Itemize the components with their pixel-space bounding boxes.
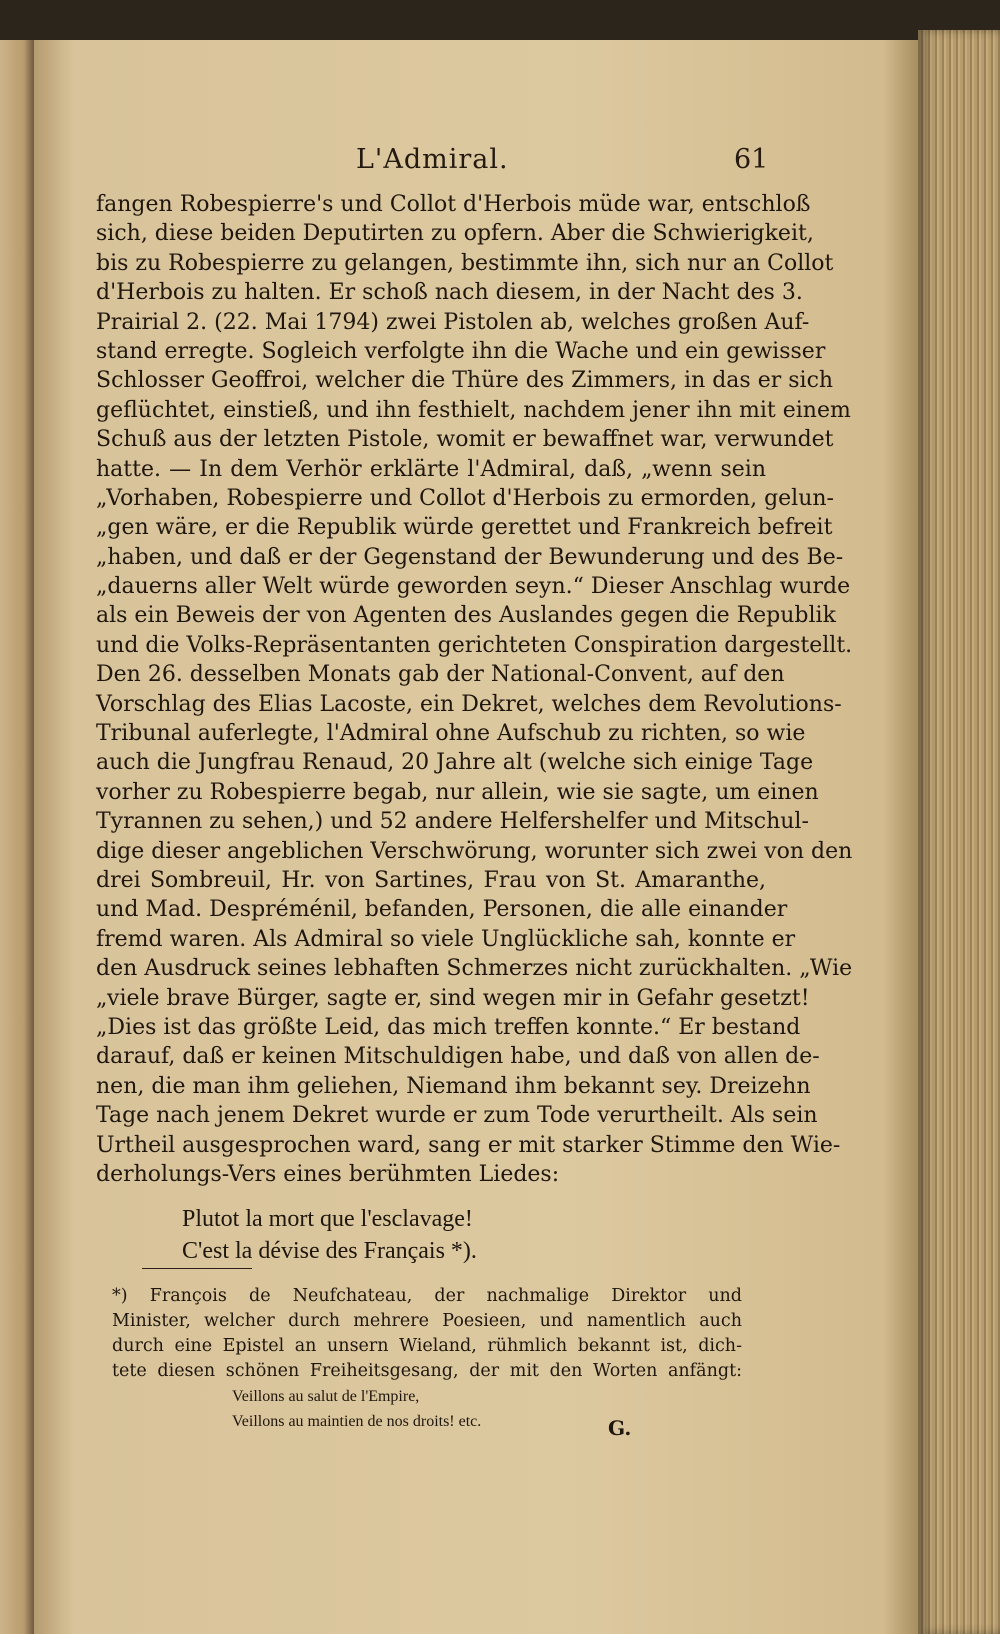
text-line: Vorschlag des Elias Lacoste, ein Dekret, welches dem Revolutions- <box>96 691 842 717</box>
page-block-edge <box>918 30 1000 1634</box>
text-line: auch die Jungfrau Renaud, 20 Jahre alt (welche sich einige Tage <box>96 750 814 776</box>
text-line: Tyrannen zu sehen,) und 52 andere Helfershelfer und Mitschul- <box>96 809 809 835</box>
text-line: drei Sombreuil, Hr. von Sartines, Frau von St. Amaranthe, <box>96 867 766 893</box>
text-line: „gen wäre, er die Republik würde gerettet und Frankreich befreit <box>96 515 833 541</box>
text-line: und die Volks-Repräsentanten gerichteten Conspiration dargestellt. <box>96 632 853 658</box>
text-line: Tage nach jenem Dekret wurde er zum Tode verurtheilt. Als sein <box>96 1103 818 1129</box>
body-text <box>96 190 853 1189</box>
text-line: „Vorhaben, Robespierre und Collot d'Herbois zu ermorden, gelun- <box>96 485 834 511</box>
text-line: d'Herbois zu halten. Er schoß nach diesem, in der Nacht des 3. <box>96 280 803 306</box>
text-line: als ein Beweis der von Agenten des Auslandes gegen die Republik <box>96 603 836 629</box>
text-line: sich, diese beiden Deputirten zu opfern. Aber die Schwierigkeit, <box>96 221 814 247</box>
text-line: den Ausdruck seines lebhaften Schmerzes nicht zurückhalten. „Wie <box>96 956 853 982</box>
verse-line: Plutot la mort que l'esclavage! <box>182 1206 473 1232</box>
text-line: und Mad. Despréménil, befanden, Personen, die alle einander <box>96 897 788 923</box>
page-header <box>34 144 918 184</box>
footnote-line: durch eine Epistel an unsern Wieland, rühmlich bekannt ist, dich- <box>112 1336 742 1356</box>
text-line: vorher zu Robespierre begab, nur allein, wie sie sagte, um einen <box>96 779 819 805</box>
footnote-line: tete diesen schönen Freiheitsgesang, der mit den Worten anfängt: <box>112 1361 742 1381</box>
text-line: Tribunal auferlegte, l'Admiral ohne Aufschub zu richten, so wie <box>96 721 806 747</box>
text-line: Prairial 2. (22. Mai 1794) zwei Pistolen ab, welches großen Auf- <box>96 309 810 335</box>
text-line: derholungs-Vers eines berühmten Liedes: <box>96 1161 560 1187</box>
text-line: nen, die man ihm geliehen, Niemand ihm bekannt sey. Dreizehn <box>96 1073 811 1099</box>
text-line: Den 26. desselben Monats gab der National-Convent, auf den <box>96 662 785 688</box>
text-line: „dauerns aller Welt würde geworden seyn.“ Dieser Anschlag wurde <box>96 574 851 600</box>
footnote-quote: Veillons au salut de l'Empire, <box>232 1388 420 1405</box>
text-line: hatte. — In dem Verhör erklärte l'Admiral, daß, „wenn sein <box>96 456 766 482</box>
book-page <box>34 40 918 1634</box>
footnote-signature: G. <box>608 1416 632 1440</box>
text-line: fangen Robespierre's und Collot d'Herbois müde war, entschloß <box>96 192 811 217</box>
text-line: Schlosser Geoffroi, welcher die Thüre des Zimmers, in das er sich <box>96 368 834 394</box>
text-line: „viele brave Bürger, sagte er, sind wegen mir in Gefahr gesetzt! <box>96 985 810 1011</box>
facing-page-edge <box>0 40 34 1634</box>
text-line: darauf, daß er keinen Mitschuldigen habe, und daß von allen de- <box>96 1044 820 1070</box>
text-line: dige dieser angeblichen Verschwörung, worunter sich zwei von den <box>96 838 853 864</box>
footnote-line: *) François de Neufchateau, der nachmalige Direktor und <box>112 1286 742 1306</box>
text-line: bis zu Robespierre zu gelangen, bestimmte ihn, sich nur an Collot <box>96 250 834 276</box>
text-line: Schuß aus der letzten Pistole, womit er bewaffnet war, verwundet <box>96 427 834 453</box>
footnote-quote: Veillons au maintien de nos droits! etc. <box>232 1413 482 1430</box>
text-line: fremd waren. Als Admiral so viele Unglückliche sah, konnte er <box>96 926 796 952</box>
text-line: stand erregte. Sogleich verfolgte ihn die Wache und ein gewisser <box>96 338 826 364</box>
verse-line: C'est la dévise des Français *). <box>182 1238 477 1264</box>
footnote-line: Minister, welcher durch mehrere Poesieen, und namentlich auch <box>112 1311 742 1331</box>
text-line: „Dies ist das größte Leid, das mich treffen konnte.“ Er bestand <box>96 1014 801 1040</box>
footnote-rule <box>142 1268 252 1269</box>
text-line: Urtheil ausgesprochen ward, sang er mit starker Stimme den Wie- <box>96 1132 841 1158</box>
page-number: 61 <box>734 144 769 175</box>
text-line: „haben, und daß er der Gegenstand der Bewunderung und des Be- <box>96 544 844 570</box>
text-line: geflüchtet, einstieß, und ihn festhielt, nachdem jener ihn mit einem <box>96 397 851 423</box>
footnote <box>112 1284 742 1434</box>
running-title: L'Admiral. <box>356 144 509 175</box>
